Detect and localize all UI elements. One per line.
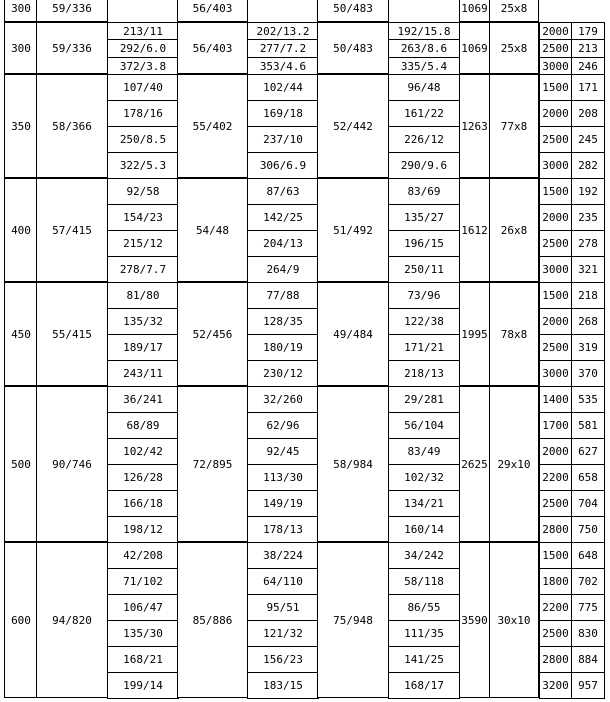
col-e-cell: 183/15 xyxy=(247,672,319,699)
load-cell: 702 xyxy=(571,568,605,595)
length-cell: 2500 xyxy=(539,39,572,58)
length-cell: 2500 xyxy=(539,620,572,647)
col-e-cell: 38/224 xyxy=(247,542,319,569)
length-cell: 1400 xyxy=(539,386,572,413)
length-cell: 2800 xyxy=(539,516,572,543)
col-g-cell: 73/96 xyxy=(388,282,460,309)
weight-cell: 2625 xyxy=(459,386,490,542)
col-g-cell: 161/22 xyxy=(388,100,460,127)
load-cell: 321 xyxy=(571,256,605,283)
col-b-cell: 213/11 xyxy=(107,22,179,40)
grid-cell: 25x8 xyxy=(489,0,539,22)
col-f-cell: 75/948 xyxy=(317,542,389,698)
weight-cell: 1069 xyxy=(459,0,490,22)
col-e-cell: 149/19 xyxy=(247,490,319,517)
col-e-cell: 237/10 xyxy=(247,126,319,153)
col-g-cell: 122/38 xyxy=(388,308,460,335)
grid-cell: 29x10 xyxy=(489,386,539,542)
load-cell: 245 xyxy=(571,126,605,153)
size-cell: 400 xyxy=(4,178,38,282)
col-e-cell: 230/12 xyxy=(247,360,319,387)
col-e-cell: 121/32 xyxy=(247,620,319,647)
size-cell: 300 xyxy=(4,22,38,74)
length-cell: 1800 xyxy=(539,568,572,595)
col-g-cell: 335/5.4 xyxy=(388,57,460,75)
col-e-cell: 62/96 xyxy=(247,412,319,439)
weight-cell: 1263 xyxy=(459,74,490,178)
col-g-cell: 58/118 xyxy=(388,568,460,595)
col-b-cell: 372/3.8 xyxy=(107,57,179,75)
size-cell: 600 xyxy=(4,542,38,698)
col-b-cell: 126/28 xyxy=(107,464,179,491)
col-c-cell: 56/403 xyxy=(177,22,248,74)
col-f-cell: 52/442 xyxy=(317,74,389,178)
col-b-cell: 178/16 xyxy=(107,100,179,127)
col-e-cell: 178/13 xyxy=(247,516,319,543)
length-cell: 1700 xyxy=(539,412,572,439)
col-b-cell: 154/23 xyxy=(107,204,179,231)
col-g-cell: 226/12 xyxy=(388,126,460,153)
col-f-cell: 50/483 xyxy=(317,22,389,74)
col-b-cell: 215/12 xyxy=(107,230,179,257)
col-g-cell: 111/35 xyxy=(388,620,460,647)
col-g-cell: 196/15 xyxy=(388,230,460,257)
col-c-cell: 56/403 xyxy=(177,0,248,22)
length-cell: 2000 xyxy=(539,22,572,40)
col-b-cell: 198/12 xyxy=(107,516,179,543)
grid-cell: 26x8 xyxy=(489,178,539,282)
col-b-cell: 243/11 xyxy=(107,360,179,387)
col-b-cell: 292/6.0 xyxy=(107,39,179,58)
length-cell: 2200 xyxy=(539,464,572,491)
col-e-cell: 77/88 xyxy=(247,282,319,309)
col-b-cell: 71/102 xyxy=(107,568,179,595)
col-g-cell: 83/49 xyxy=(388,438,460,465)
length-cell: 1500 xyxy=(539,74,572,101)
col-g-cell: 141/25 xyxy=(388,646,460,673)
load-cell: 319 xyxy=(571,334,605,361)
col-c-cell: 52/456 xyxy=(177,282,248,386)
col-g-cell: 96/48 xyxy=(388,74,460,101)
col-b-cell: 81/80 xyxy=(107,282,179,309)
col-e-cell: 113/30 xyxy=(247,464,319,491)
load-cell: 581 xyxy=(571,412,605,439)
load-cell: 213 xyxy=(571,39,605,58)
load-cell: 235 xyxy=(571,204,605,231)
col-g-cell: 34/242 xyxy=(388,542,460,569)
col-f-cell: 50/483 xyxy=(317,0,389,22)
load-cell: 246 xyxy=(571,57,605,75)
col-b-cell: 106/47 xyxy=(107,594,179,621)
col-a-cell: 94/820 xyxy=(36,542,108,698)
col-a-cell: 59/336 xyxy=(36,22,108,74)
length-cell: 2000 xyxy=(539,204,572,231)
col-c-cell: 54/48 xyxy=(177,178,248,282)
length-cell: 3000 xyxy=(539,360,572,387)
col-e-cell: 202/13.2 xyxy=(247,22,319,40)
size-cell: 350 xyxy=(4,74,38,178)
load-cell: 282 xyxy=(571,152,605,179)
col-a-cell: 55/415 xyxy=(36,282,108,386)
length-cell: 2000 xyxy=(539,308,572,335)
col-g-cell: 263/8.6 xyxy=(388,39,460,58)
load-cell: 171 xyxy=(571,74,605,101)
load-cell: 830 xyxy=(571,620,605,647)
col-g-cell: 102/32 xyxy=(388,464,460,491)
weight-cell: 1612 xyxy=(459,178,490,282)
size-cell: 500 xyxy=(4,386,38,542)
load-cell: 535 xyxy=(571,386,605,413)
load-cell: 627 xyxy=(571,438,605,465)
col-f-cell: 51/492 xyxy=(317,178,389,282)
load-cell: 192 xyxy=(571,178,605,205)
length-cell: 2800 xyxy=(539,646,572,673)
col-a-cell: 58/366 xyxy=(36,74,108,178)
col-b-cell: 199/14 xyxy=(107,672,179,699)
col-e-cell: 353/4.6 xyxy=(247,57,319,75)
col-g-cell: 168/17 xyxy=(388,672,460,699)
col-b-cell: 107/40 xyxy=(107,74,179,101)
col-a-cell: 59/336 xyxy=(36,0,108,22)
grid-cell: 30x10 xyxy=(489,542,539,698)
weight-cell: 3590 xyxy=(459,542,490,698)
col-e-cell: 156/23 xyxy=(247,646,319,673)
load-cell: 884 xyxy=(571,646,605,673)
col-b-cell: 168/21 xyxy=(107,646,179,673)
grid-cell: 25x8 xyxy=(489,22,539,74)
col-b-cell: 278/7.7 xyxy=(107,256,179,283)
col-g-cell: 171/21 xyxy=(388,334,460,361)
load-cell: 750 xyxy=(571,516,605,543)
load-cell: 370 xyxy=(571,360,605,387)
grid-cell: 77x8 xyxy=(489,74,539,178)
col-b-cell: 92/58 xyxy=(107,178,179,205)
col-g-cell: 134/21 xyxy=(388,490,460,517)
col-g-cell: 83/69 xyxy=(388,178,460,205)
size-cell: 300 xyxy=(4,0,38,22)
length-cell: 2200 xyxy=(539,594,572,621)
col-e-cell: 142/25 xyxy=(247,204,319,231)
length-cell: 2500 xyxy=(539,334,572,361)
col-c-cell: 55/402 xyxy=(177,74,248,178)
size-cell: 450 xyxy=(4,282,38,386)
load-cell: 278 xyxy=(571,230,605,257)
col-c-cell: 72/895 xyxy=(177,386,248,542)
col-g-cell: 290/9.6 xyxy=(388,152,460,179)
col-e-cell: 306/6.9 xyxy=(247,152,319,179)
load-cell: 179 xyxy=(571,22,605,40)
length-cell: 3200 xyxy=(539,672,572,699)
col-g-cell: 135/27 xyxy=(388,204,460,231)
col-b-cell: 189/17 xyxy=(107,334,179,361)
col-e-cell: 87/63 xyxy=(247,178,319,205)
col-b-cell: 135/30 xyxy=(107,620,179,647)
col-b-cell: 135/32 xyxy=(107,308,179,335)
length-cell: 2000 xyxy=(539,100,572,127)
col-g-cell: 218/13 xyxy=(388,360,460,387)
col-e-cell: 264/9 xyxy=(247,256,319,283)
length-cell: 2500 xyxy=(539,126,572,153)
col-e-cell: 180/19 xyxy=(247,334,319,361)
col-e-cell: 92/45 xyxy=(247,438,319,465)
col-b-cell: 68/89 xyxy=(107,412,179,439)
col-e-cell: 32/260 xyxy=(247,386,319,413)
load-cell: 704 xyxy=(571,490,605,517)
load-cell: 775 xyxy=(571,594,605,621)
col-b-cell: 250/8.5 xyxy=(107,126,179,153)
col-e-cell: 64/110 xyxy=(247,568,319,595)
col-a-cell: 57/415 xyxy=(36,178,108,282)
length-cell: 3000 xyxy=(539,57,572,75)
col-g-cell: 29/281 xyxy=(388,386,460,413)
load-cell: 957 xyxy=(571,672,605,699)
weight-cell: 1995 xyxy=(459,282,490,386)
col-e-cell: 277/7.2 xyxy=(247,39,319,58)
col-g-cell: 250/11 xyxy=(388,256,460,283)
col-b-cell: 36/241 xyxy=(107,386,179,413)
col-a-cell: 90/746 xyxy=(36,386,108,542)
col-b-cell: 322/5.3 xyxy=(107,152,179,179)
load-cell: 268 xyxy=(571,308,605,335)
col-e-cell: 169/18 xyxy=(247,100,319,127)
weight-cell: 1069 xyxy=(459,22,490,74)
col-g-cell: 86/55 xyxy=(388,594,460,621)
col-b-cell: 166/18 xyxy=(107,490,179,517)
col-e-cell: 95/51 xyxy=(247,594,319,621)
col-e-cell: 128/35 xyxy=(247,308,319,335)
col-e-cell: 102/44 xyxy=(247,74,319,101)
length-cell: 1500 xyxy=(539,178,572,205)
load-cell: 648 xyxy=(571,542,605,569)
length-cell: 2500 xyxy=(539,490,572,517)
length-cell: 1500 xyxy=(539,282,572,309)
col-b-cell: 42/208 xyxy=(107,542,179,569)
load-cell: 658 xyxy=(571,464,605,491)
col-g-cell: 56/104 xyxy=(388,412,460,439)
col-b-cell: 102/42 xyxy=(107,438,179,465)
grid-cell: 78x8 xyxy=(489,282,539,386)
col-c-cell: 85/886 xyxy=(177,542,248,698)
length-cell: 3000 xyxy=(539,152,572,179)
col-f-cell: 49/484 xyxy=(317,282,389,386)
length-cell: 2500 xyxy=(539,230,572,257)
col-g-cell: 160/14 xyxy=(388,516,460,543)
col-e-cell: 204/13 xyxy=(247,230,319,257)
length-cell: 2000 xyxy=(539,438,572,465)
length-cell: 3000 xyxy=(539,256,572,283)
col-f-cell: 58/984 xyxy=(317,386,389,542)
col-g-cell: 192/15.8 xyxy=(388,22,460,40)
load-cell: 218 xyxy=(571,282,605,309)
load-cell: 208 xyxy=(571,100,605,127)
length-cell: 1500 xyxy=(539,542,572,569)
